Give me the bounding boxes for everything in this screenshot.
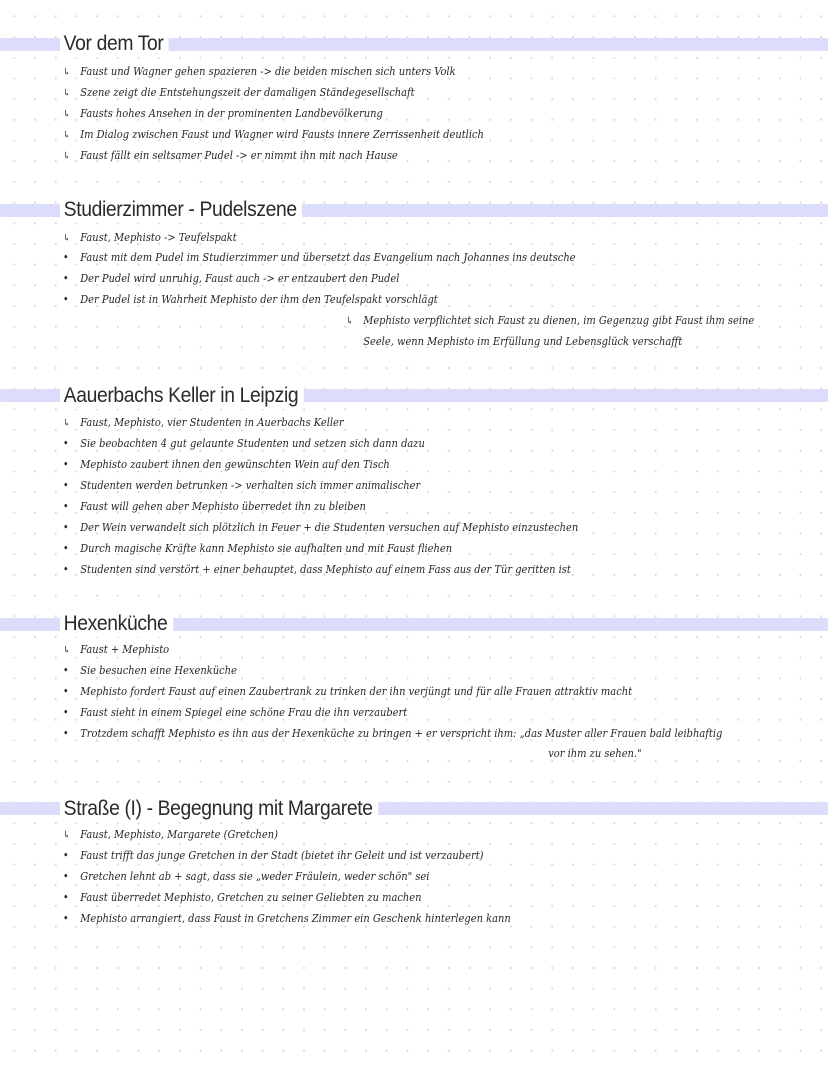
arrow-icon: ↳ (346, 316, 353, 327)
list-item (63, 642, 169, 658)
item-text: vor ihm zu sehen." (548, 746, 642, 760)
bullet-icon: • (63, 727, 69, 740)
item-text: Studenten sind verstört + einer behauptet, dass Mephisto auf einem Fass aus der Tür geritten ist (80, 562, 571, 576)
item-text: Sie besuchen eine Hexenküche (80, 663, 237, 677)
bullet-icon: • (63, 521, 69, 534)
item-text: Mephisto arrangiert, dass Faust in Gretchens Zimmer ein Geschenk hinterlegen kann (80, 911, 511, 925)
arrow-icon: ↳ (63, 830, 70, 841)
list-item (63, 684, 632, 699)
item-text: Im Dialog zwischen Faust und Wagner wird Fausts innere Zerrissenheit deutlich (80, 127, 484, 141)
arrow-icon: ↳ (63, 418, 70, 429)
list-item (63, 827, 278, 843)
bullet-icon: • (63, 563, 69, 576)
item-text: Trotzdem schafft Mephisto es ihn aus der Hexenküche zu bringen + er verspricht ihm: „das Muster aller Frauen bald leibhaftig (80, 726, 723, 740)
list-item (63, 541, 452, 556)
list-item (63, 663, 237, 678)
list-item (63, 499, 366, 514)
bullet-icon: • (63, 479, 69, 492)
item-text: Der Wein verwandelt sich plötzlich in Feuer + die Studenten versuchen auf Mephisto einzustechen (80, 520, 579, 534)
item-text: Seele, wenn Mephisto im Erfüllung und Lebensglück verschafft (363, 334, 683, 348)
bullet-icon: • (63, 293, 69, 306)
bullet-icon: • (63, 870, 69, 883)
list-item (63, 64, 456, 80)
list-item (63, 250, 576, 265)
list-item (63, 890, 422, 905)
bullet-icon: • (63, 849, 69, 862)
bullet-icon: • (63, 706, 69, 719)
list-item (63, 85, 415, 101)
arrow-icon: ↳ (63, 233, 70, 244)
section-title: Vor dem Tor (60, 31, 169, 57)
bullet-icon: • (63, 500, 69, 513)
item-text: Mephisto zaubert ihnen den gewünschten Wein auf den Tisch (80, 457, 390, 471)
bullet-icon: • (63, 912, 69, 925)
item-text: Durch magische Kräfte kann Mephisto sie aufhalten und mit Faust fliehen (80, 541, 453, 555)
item-text: Mephisto verpflichtet sich Faust zu dienen, im Gegenzug gibt Faust ihm seine (363, 313, 755, 327)
arrow-icon: ↳ (63, 67, 70, 78)
item-text: Faust + Mephisto (80, 642, 170, 656)
list-item (346, 313, 754, 329)
item-text: Studenten werden betrunken -> verhalten sich immer animalischer (80, 478, 421, 492)
bullet-icon: • (63, 437, 69, 450)
list-item (63, 436, 425, 451)
item-text: Faust, Mephisto, vier Studenten in Auerbachs Keller (80, 415, 344, 429)
item-text: Der Pudel wird unruhig, Faust auch -> er entzaubert den Pudel (80, 271, 400, 285)
item-text: Sie beobachten 4 gut gelaunte Studenten und setzen sich dann dazu (80, 436, 425, 450)
list-item (531, 746, 642, 760)
list-item (63, 726, 722, 741)
item-text: Faust überredet Mephisto, Gretchen zu seiner Geliebten zu machen (80, 890, 422, 904)
bullet-icon: • (63, 458, 69, 471)
item-text: Faust will gehen aber Mephisto überredet ihn zu bleiben (80, 499, 366, 513)
bullet-icon: • (63, 251, 69, 264)
item-text: Faust und Wagner gehen spazieren -> die beiden mischen sich unters Volk (80, 64, 456, 78)
item-text: Der Pudel ist in Wahrheit Mephisto der ihm den Teufelspakt vorschlägt (80, 292, 438, 306)
item-text: Faust, Mephisto, Margarete (Gretchen) (80, 827, 278, 841)
list-item (63, 148, 398, 164)
item-text: Faust mit dem Pudel im Studierzimmer und übersetzt das Evangelium nach Johannes ins deutsche (80, 250, 576, 264)
item-text: Faust sieht in einem Spiegel eine schöne Frau die ihn verzaubert (80, 705, 408, 719)
section-title: Straße (I) - Begegnung mit Margarete (60, 796, 378, 822)
item-text: Fausts hohes Ansehen in der prominenten Landbevölkerung (80, 106, 383, 120)
item-text: Faust trifft das junge Gretchen in der Stadt (bietet ihr Geleit und ist verzaubert) (80, 848, 484, 862)
list-item (63, 911, 511, 926)
section-title: Aauerbachs Keller in Leipzig (60, 383, 304, 409)
list-item (63, 562, 571, 577)
list-item (63, 457, 390, 472)
arrow-icon: ↳ (63, 645, 70, 656)
item-text: Szene zeigt die Entstehungszeit der damaligen Ständegesellschaft (80, 85, 415, 99)
section-title: Hexenküche (60, 611, 173, 637)
list-item (63, 848, 484, 863)
list-item (63, 415, 344, 431)
bullet-icon: • (63, 664, 69, 677)
section-title: Studierzimmer - Pudelszene (60, 197, 302, 223)
list-item (63, 705, 407, 720)
bullet-icon: • (63, 891, 69, 904)
list-item (63, 271, 399, 286)
item-text: Faust fällt ein seltsamer Pudel -> er nimmt ihn mit nach Hause (80, 148, 398, 162)
arrow-icon: ↳ (63, 151, 70, 162)
list-item (63, 478, 420, 493)
list-item (63, 292, 438, 307)
item-text: Gretchen lehnt ab + sagt, dass sie „weder Fräulein, weder schön" sei (80, 869, 430, 883)
list-item (346, 334, 682, 348)
list-item (63, 106, 383, 122)
list-item (63, 869, 429, 884)
arrow-icon: ↳ (63, 88, 70, 99)
item-text: Faust, Mephisto -> Teufelspakt (80, 230, 237, 244)
list-item (63, 520, 578, 535)
list-item (63, 230, 237, 246)
arrow-icon: ↳ (63, 109, 70, 120)
list-item (63, 127, 484, 143)
bullet-icon: • (63, 272, 69, 285)
bullet-icon: • (63, 542, 69, 555)
bullet-icon: • (63, 685, 69, 698)
arrow-icon: ↳ (63, 130, 70, 141)
item-text: Mephisto fordert Faust auf einen Zaubertrank zu trinken der ihn verjüngt und für alle Frauen attraktiv macht (80, 684, 633, 698)
